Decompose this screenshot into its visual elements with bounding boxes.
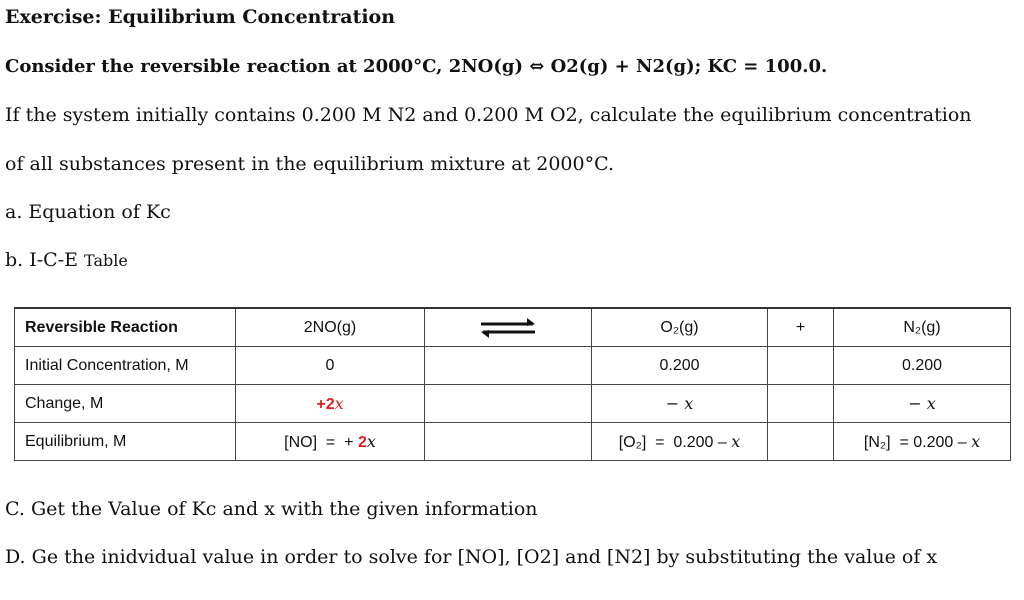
equilibrium-arrow-cell bbox=[425, 308, 592, 347]
empty-cell bbox=[425, 385, 592, 423]
initial-label: Initial Concentration, M bbox=[15, 347, 236, 385]
equilibrium-no-coef: 2 bbox=[357, 433, 367, 451]
equilibrium-no-prefix: [NO] = + bbox=[284, 433, 358, 451]
table-row-equilibrium bbox=[15, 423, 1011, 461]
equilibrium-o2-var: x bbox=[731, 431, 741, 451]
problem-text-line2: of all substances present in the equilibrium mixture at 2000°C. bbox=[5, 153, 615, 175]
equilibrium-arrows-icon bbox=[477, 317, 539, 339]
initial-o2: 0.200 bbox=[592, 347, 768, 385]
table-row-initial bbox=[15, 347, 1011, 385]
question-a: a. Equation of Kc bbox=[5, 201, 171, 223]
question-b-suffix: Table bbox=[84, 251, 128, 270]
equilibrium-n2-var: x bbox=[971, 431, 981, 451]
equilibrium-n2-prefix: [N₂] = 0.200 – bbox=[863, 433, 972, 451]
empty-cell bbox=[768, 423, 834, 461]
empty-cell bbox=[768, 385, 834, 423]
ice-table bbox=[14, 307, 1011, 461]
empty-cell bbox=[768, 347, 834, 385]
change-n2: − x bbox=[834, 385, 1011, 423]
question-c: C. Get the Value of Kc and x with the given information bbox=[5, 498, 538, 520]
header-n2: N₂(g) bbox=[834, 308, 1011, 347]
equilibrium-no bbox=[236, 423, 425, 461]
exercise-title: Exercise: Equilibrium Concentration bbox=[5, 6, 396, 28]
reaction-statement: Consider the reversible reaction at 2000°C, 2NO(g) ⇔ O2(g) + N2(g); KC = 100.0. bbox=[5, 56, 828, 77]
header-label: Reversible Reaction bbox=[15, 308, 236, 347]
change-no-var: x bbox=[334, 393, 344, 413]
equilibrium-o2 bbox=[592, 423, 768, 461]
initial-no: 0 bbox=[236, 347, 425, 385]
empty-cell bbox=[425, 423, 592, 461]
question-d: D. Ge the inidvidual value in order to solve for [NO], [O2] and [N2] by substituting the value of x bbox=[5, 546, 938, 568]
equilibrium-label: Equilibrium, M bbox=[15, 423, 236, 461]
change-no-coef: +2 bbox=[316, 395, 335, 413]
change-no bbox=[236, 385, 425, 423]
question-b-prefix: b. I-C-E bbox=[5, 249, 78, 271]
header-o2: O₂(g) bbox=[592, 308, 768, 347]
change-o2: − x bbox=[592, 385, 768, 423]
equilibrium-n2 bbox=[834, 423, 1011, 461]
problem-text-line1: If the system initially contains 0.200 M N2 and 0.200 M O2, calculate the equilibrium concentration bbox=[5, 104, 972, 126]
header-plus: + bbox=[768, 308, 834, 347]
header-no: 2NO(g) bbox=[236, 308, 425, 347]
question-b bbox=[5, 249, 128, 271]
equilibrium-o2-prefix: [O₂] = 0.200 – bbox=[618, 433, 732, 451]
table-row-change bbox=[15, 385, 1011, 423]
empty-cell bbox=[425, 347, 592, 385]
equilibrium-no-var: x bbox=[366, 431, 376, 451]
change-label: Change, M bbox=[15, 385, 236, 423]
table-row-header bbox=[15, 308, 1011, 347]
initial-n2: 0.200 bbox=[834, 347, 1011, 385]
